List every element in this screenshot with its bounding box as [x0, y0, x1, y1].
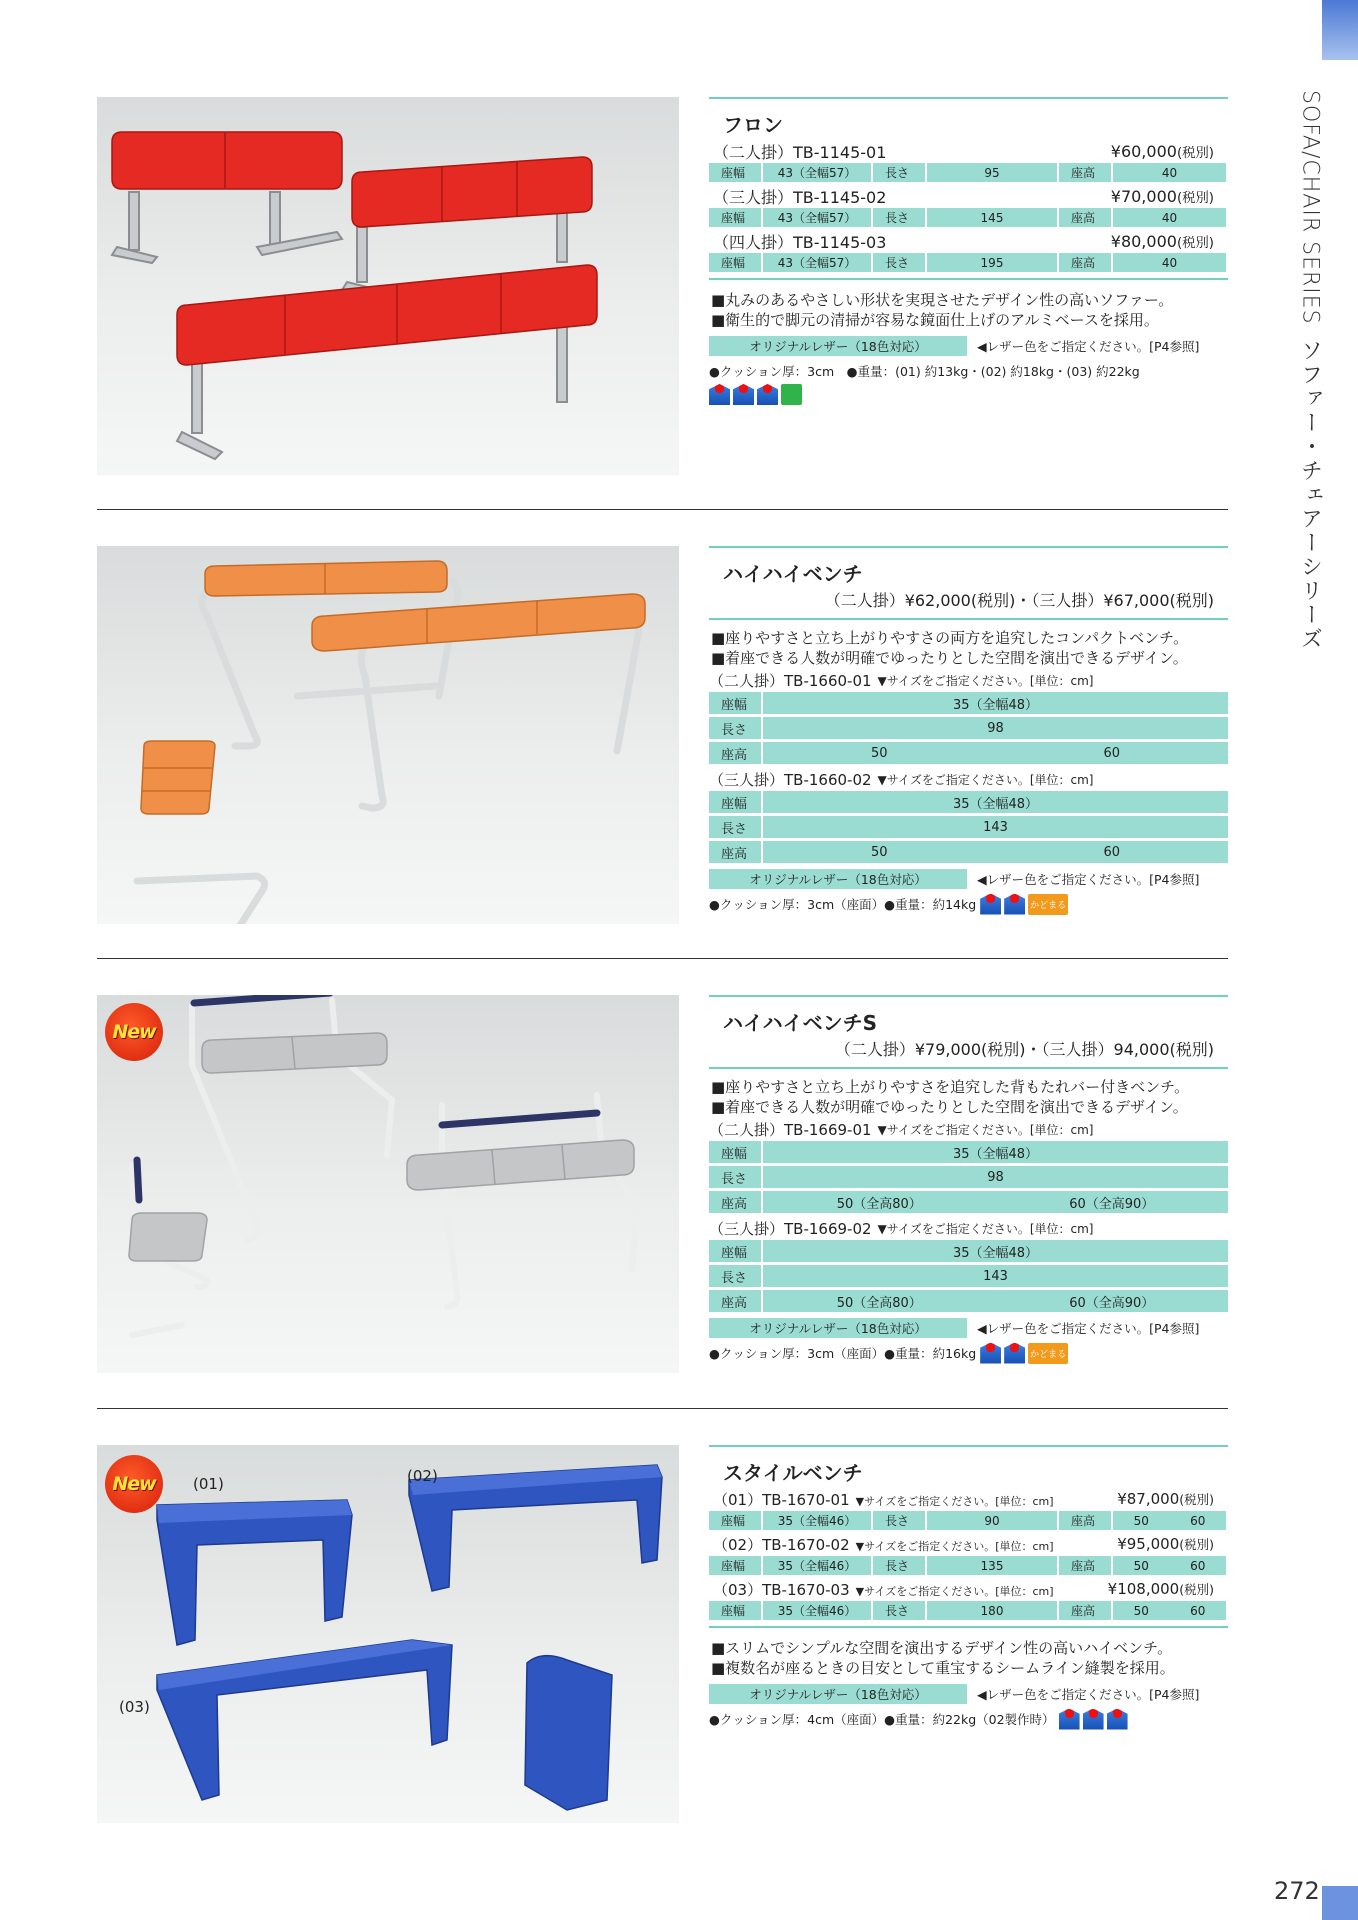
cell-value: 35（全幅46）: [763, 1601, 871, 1620]
cell-value: 60: [1190, 1558, 1206, 1573]
cell-value: 60: [1190, 1513, 1206, 1528]
dim-value: 60: [1103, 745, 1121, 761]
cell-key: 長さ: [873, 1511, 925, 1530]
spec-row: [709, 208, 1228, 227]
size-note: ▼サイズをご指定ください。[単位：cm]: [877, 673, 1094, 688]
dim-key: 座幅: [709, 1141, 761, 1163]
rounded-corner-badge: かどまる: [1028, 1343, 1068, 1364]
cell-value: 43（全幅57）: [763, 208, 871, 227]
photo-fron: [97, 97, 679, 475]
variant-label-01: (01): [193, 1475, 224, 1493]
feature-icon: [757, 384, 778, 405]
product-title: フロン: [723, 113, 783, 137]
spec-row: [709, 253, 1228, 272]
dim-key: 長さ: [709, 717, 761, 739]
price-line: （二人掛）¥62,000(税別)・（三人掛）¥67,000(税別): [824, 591, 1214, 610]
dim-value-pair: [763, 1191, 1228, 1213]
size-note: ▼サイズをご指定ください。[単位：cm]: [855, 1584, 1054, 1598]
cell-value-pair: [1113, 1511, 1226, 1530]
feature-icons: [980, 1343, 1068, 1364]
feature-icon: [980, 894, 1001, 915]
cell-value: 145: [927, 208, 1057, 227]
photo-style-bench: [97, 1445, 679, 1823]
model-label: （四人掛）TB-1145-03: [713, 232, 887, 252]
dim-row: [709, 1141, 1228, 1163]
dim-key: 長さ: [709, 1166, 761, 1188]
dim-row: [709, 816, 1228, 838]
cell-key: 座幅: [709, 1511, 761, 1530]
leather-label: オリジナルレザー（18色対応）: [709, 1684, 967, 1704]
rounded-corner-badge: かどまる: [1028, 894, 1068, 915]
model-label: （02）TB-1670-02: [713, 1535, 850, 1554]
series-sidebar: [1290, 90, 1330, 651]
cell-key: 座高: [1059, 163, 1111, 182]
model-label: （03）TB-1670-03: [713, 1580, 850, 1599]
size-note: ▼サイズをご指定ください。[単位：cm]: [877, 1221, 1094, 1236]
description: ■座りやすさと立ち上がりやすさの両方を追究したコンパクトベンチ。: [711, 629, 1189, 647]
photo-haihai: [97, 546, 679, 924]
spec-row: [709, 1556, 1228, 1575]
cell-value: 43（全幅57）: [763, 163, 871, 182]
price-line: [709, 1532, 1228, 1556]
price-value: ¥80,000: [1110, 231, 1177, 251]
haihai-s-bench-illustration: [97, 995, 679, 1373]
dim-key: 座幅: [709, 791, 761, 813]
cell-key: 座高: [1059, 1601, 1111, 1620]
cell-key: 座幅: [709, 253, 761, 272]
model-line: [709, 1117, 1228, 1141]
dim-row: [709, 1166, 1228, 1188]
cell-value: 50: [1133, 1558, 1149, 1573]
leather-option: [709, 867, 1228, 891]
info-style-bench: [709, 1445, 1228, 1732]
dim-key: 長さ: [709, 1265, 761, 1287]
price-value: ¥70,000: [1110, 186, 1177, 206]
description: ■丸みのあるやさしい形状を実現させたデザイン性の高いソファー。: [711, 291, 1174, 309]
tax-note: (税別): [1179, 1582, 1214, 1597]
description: ■衛生的で脚元の清掃が容易な鏡面仕上げのアルミベースを採用。: [711, 311, 1159, 329]
price-line: [709, 1487, 1228, 1511]
cell-value: 135: [927, 1556, 1057, 1575]
price-value: ¥95,000: [1117, 1535, 1180, 1553]
model-label: （01）TB-1670-01: [713, 1490, 850, 1509]
tax-note: (税別): [1179, 1492, 1214, 1507]
dim-value: 98: [763, 717, 1228, 739]
cell-value: 40: [1113, 163, 1226, 182]
cell-key: 座高: [1059, 1511, 1111, 1530]
feature-icon: [709, 384, 730, 405]
dim-row: [709, 1240, 1228, 1262]
dim-key: 座高: [709, 1290, 761, 1312]
section-divider: [97, 509, 1228, 510]
dim-value: 143: [763, 816, 1228, 838]
new-badge: New: [105, 1003, 163, 1061]
spec-text: ●クッション厚：3cm（座面）●重量：約14kg: [709, 897, 977, 912]
model-label: （三人掛）TB-1660-02: [709, 770, 872, 789]
cell-key: 座高: [1059, 1556, 1111, 1575]
cell-key: 座高: [1059, 208, 1111, 227]
dim-value: 50（全高80）: [836, 1196, 922, 1212]
cell-value: 50: [1133, 1513, 1149, 1528]
photo-haihai-s: [97, 995, 679, 1373]
cell-key: 座幅: [709, 163, 761, 182]
dim-value: 35（全幅48）: [763, 1141, 1228, 1163]
cell-value-pair: [1113, 1556, 1226, 1575]
price-value: ¥108,000: [1107, 1580, 1180, 1598]
model-label: （二人掛）TB-1669-01: [709, 1120, 872, 1139]
dim-value: 35（全幅48）: [763, 791, 1228, 813]
feature-icons: [1059, 1709, 1128, 1730]
dim-value: 143: [763, 1265, 1228, 1287]
rule: [709, 1067, 1228, 1069]
leather-note: ◀レザー色をご指定ください。[P4参照]: [977, 339, 1200, 354]
rule: [709, 278, 1228, 280]
series-title-jp: ソファー・チェアーシリーズ: [1297, 338, 1323, 651]
dim-value-pair: [763, 742, 1228, 764]
feature-icon: [1107, 1709, 1128, 1730]
feature-icons: [980, 894, 1068, 915]
feature-icon: [1004, 1343, 1025, 1364]
cell-key: 座高: [1059, 253, 1111, 272]
description: ■スリムでシンプルな空間を演出するデザイン性の高いハイベンチ。: [711, 1639, 1173, 1657]
description: ■座りやすさと立ち上がりやすさを追究した背もたれバー付きベンチ。: [711, 1078, 1190, 1096]
description: ■着座できる人数が明確でゆったりとした空間を演出できるデザイン。: [711, 1098, 1188, 1116]
dim-key: 座高: [709, 742, 761, 764]
cell-key: 長さ: [873, 208, 925, 227]
spec-line: ●クッション厚：3cm ●重量：(01) 約13kg・(02) 約18kg・(03) 約22kg: [709, 364, 1140, 379]
tax-note: (税別): [1176, 145, 1214, 161]
dim-row: [709, 1191, 1228, 1213]
info-fron: [709, 97, 1228, 405]
feature-icon: [1059, 1709, 1080, 1730]
description: ■着座できる人数が明確でゆったりとした空間を演出できるデザイン。: [711, 649, 1188, 667]
dim-value-pair: [763, 841, 1228, 863]
feature-icons: [709, 384, 1228, 405]
dim-value: 98: [763, 1166, 1228, 1188]
model-line: [709, 668, 1228, 692]
info-haihai: [709, 546, 1228, 917]
dim-row: [709, 791, 1228, 813]
dim-value: 50: [870, 844, 888, 860]
dim-value-pair: [763, 1290, 1228, 1312]
spec-row: [709, 163, 1228, 182]
dim-row: [709, 742, 1228, 764]
dim-row: [709, 841, 1228, 863]
cell-value: 50: [1133, 1603, 1149, 1618]
price-value: ¥60,000: [1110, 141, 1177, 161]
leather-label: オリジナルレザー（18色対応）: [709, 1318, 967, 1338]
dim-value: 35（全幅48）: [763, 692, 1228, 714]
rule: [709, 618, 1228, 620]
product-title: ハイハイベンチS: [723, 1011, 878, 1035]
cell-value: 43（全幅57）: [763, 253, 871, 272]
dim-value: 50（全高80）: [836, 1295, 922, 1311]
cell-value: 60: [1190, 1603, 1206, 1618]
edge-tab-top: [1322, 0, 1358, 60]
dim-key: 長さ: [709, 816, 761, 838]
spec-text: ●クッション厚：4cm（座面）●重量：約22kg（02製作時）: [709, 1712, 1055, 1727]
cell-value: 90: [927, 1511, 1057, 1530]
leather-option: [709, 1316, 1228, 1340]
leather-option: [709, 334, 1228, 358]
model-line: [709, 767, 1228, 791]
tax-note: (税別): [1176, 190, 1214, 206]
model-label: （三人掛）TB-1669-02: [709, 1219, 872, 1238]
tax-note: (税別): [1179, 1537, 1214, 1552]
spec-line: [709, 1340, 1228, 1366]
cell-key: 長さ: [873, 1556, 925, 1575]
size-note: ▼サイズをご指定ください。[単位：cm]: [877, 1122, 1094, 1137]
model-line: [709, 1216, 1228, 1240]
dim-key: 座高: [709, 1191, 761, 1213]
cell-key: 長さ: [873, 253, 925, 272]
edge-tab-bottom: [1322, 1886, 1358, 1920]
cell-value: 180: [927, 1601, 1057, 1620]
cell-key: 座幅: [709, 1556, 761, 1575]
rule: [709, 1626, 1228, 1628]
spec-row: [709, 1511, 1228, 1530]
cell-value: 35（全幅46）: [763, 1511, 871, 1530]
price-value: ¥87,000: [1117, 1490, 1180, 1508]
product-title: スタイルベンチ: [723, 1461, 863, 1485]
product-title: ハイハイベンチ: [723, 562, 863, 586]
dim-value: 60（全高90）: [1069, 1196, 1155, 1212]
feature-icon: [1004, 894, 1025, 915]
model-label: （三人掛）TB-1145-02: [713, 187, 887, 207]
price-line: [709, 184, 1228, 208]
cell-key: 長さ: [873, 163, 925, 182]
dim-key: 座幅: [709, 692, 761, 714]
leather-note: ◀レザー色をご指定ください。[P4参照]: [977, 1687, 1200, 1702]
dim-value: 35（全幅48）: [763, 1240, 1228, 1262]
leather-option: [709, 1682, 1228, 1706]
size-note: ▼サイズをご指定ください。[単位：cm]: [855, 1494, 1054, 1508]
feature-icon: [980, 1343, 1001, 1364]
dim-key: 座幅: [709, 1240, 761, 1262]
leather-note: ◀レザー色をご指定ください。[P4参照]: [977, 1321, 1200, 1336]
variant-label-02: (02): [407, 1467, 438, 1485]
price-line: [709, 229, 1228, 253]
leather-note: ◀レザー色をご指定ください。[P4参照]: [977, 872, 1200, 887]
cell-value: 35（全幅46）: [763, 1556, 871, 1575]
variant-label-03: (03): [119, 1698, 150, 1716]
cell-key: 座幅: [709, 1601, 761, 1620]
series-title-en: SOFA/CHAIR SERIES: [1297, 90, 1323, 325]
spec-line: [709, 1706, 1228, 1732]
spec-row: [709, 1601, 1228, 1620]
cell-value-pair: [1113, 1601, 1226, 1620]
tax-note: (税別): [1176, 235, 1214, 251]
spec-text: ●クッション厚：3cm（座面）●重量：約16kg: [709, 1346, 977, 1361]
fron-bench-illustration: [97, 97, 679, 475]
section-divider: [97, 958, 1228, 959]
cell-value: 195: [927, 253, 1057, 272]
size-note: ▼サイズをご指定ください。[単位：cm]: [877, 772, 1094, 787]
cell-value: 40: [1113, 208, 1226, 227]
dim-row: [709, 1265, 1228, 1287]
dim-value: 60: [1103, 844, 1121, 860]
dim-row: [709, 1290, 1228, 1312]
size-note: ▼サイズをご指定ください。[単位：cm]: [855, 1539, 1054, 1553]
leather-label: オリジナルレザー（18色対応）: [709, 869, 967, 889]
dim-row: [709, 692, 1228, 714]
section-divider: [97, 1408, 1228, 1409]
spec-line: [709, 891, 1228, 917]
price-line: [709, 1577, 1228, 1601]
cell-value: 40: [1113, 253, 1226, 272]
cell-key: 座幅: [709, 208, 761, 227]
price-line: （二人掛）¥79,000(税別)・（三人掛）94,000(税別): [834, 1040, 1214, 1059]
cell-value: 95: [927, 163, 1057, 182]
dim-row: [709, 717, 1228, 739]
dim-value: 50: [870, 745, 888, 761]
green-icon: [781, 384, 802, 405]
feature-icon: [733, 384, 754, 405]
price-line: [709, 139, 1228, 163]
model-label: （二人掛）TB-1660-01: [709, 671, 872, 690]
info-haihai-s: [709, 995, 1228, 1366]
style-bench-illustration: [97, 1445, 679, 1823]
dim-key: 座高: [709, 841, 761, 863]
new-badge: New: [105, 1455, 163, 1513]
description: ■複数名が座るときの目安として重宝するシームライン縫製を採用。: [711, 1659, 1175, 1677]
leather-label: オリジナルレザー（18色対応）: [709, 336, 967, 356]
feature-icon: [1083, 1709, 1104, 1730]
cell-key: 長さ: [873, 1601, 925, 1620]
page-number: 272: [1274, 1877, 1320, 1905]
haihai-bench-illustration: [97, 546, 679, 924]
model-label: （二人掛）TB-1145-01: [713, 142, 887, 162]
dim-value: 60（全高90）: [1069, 1295, 1155, 1311]
